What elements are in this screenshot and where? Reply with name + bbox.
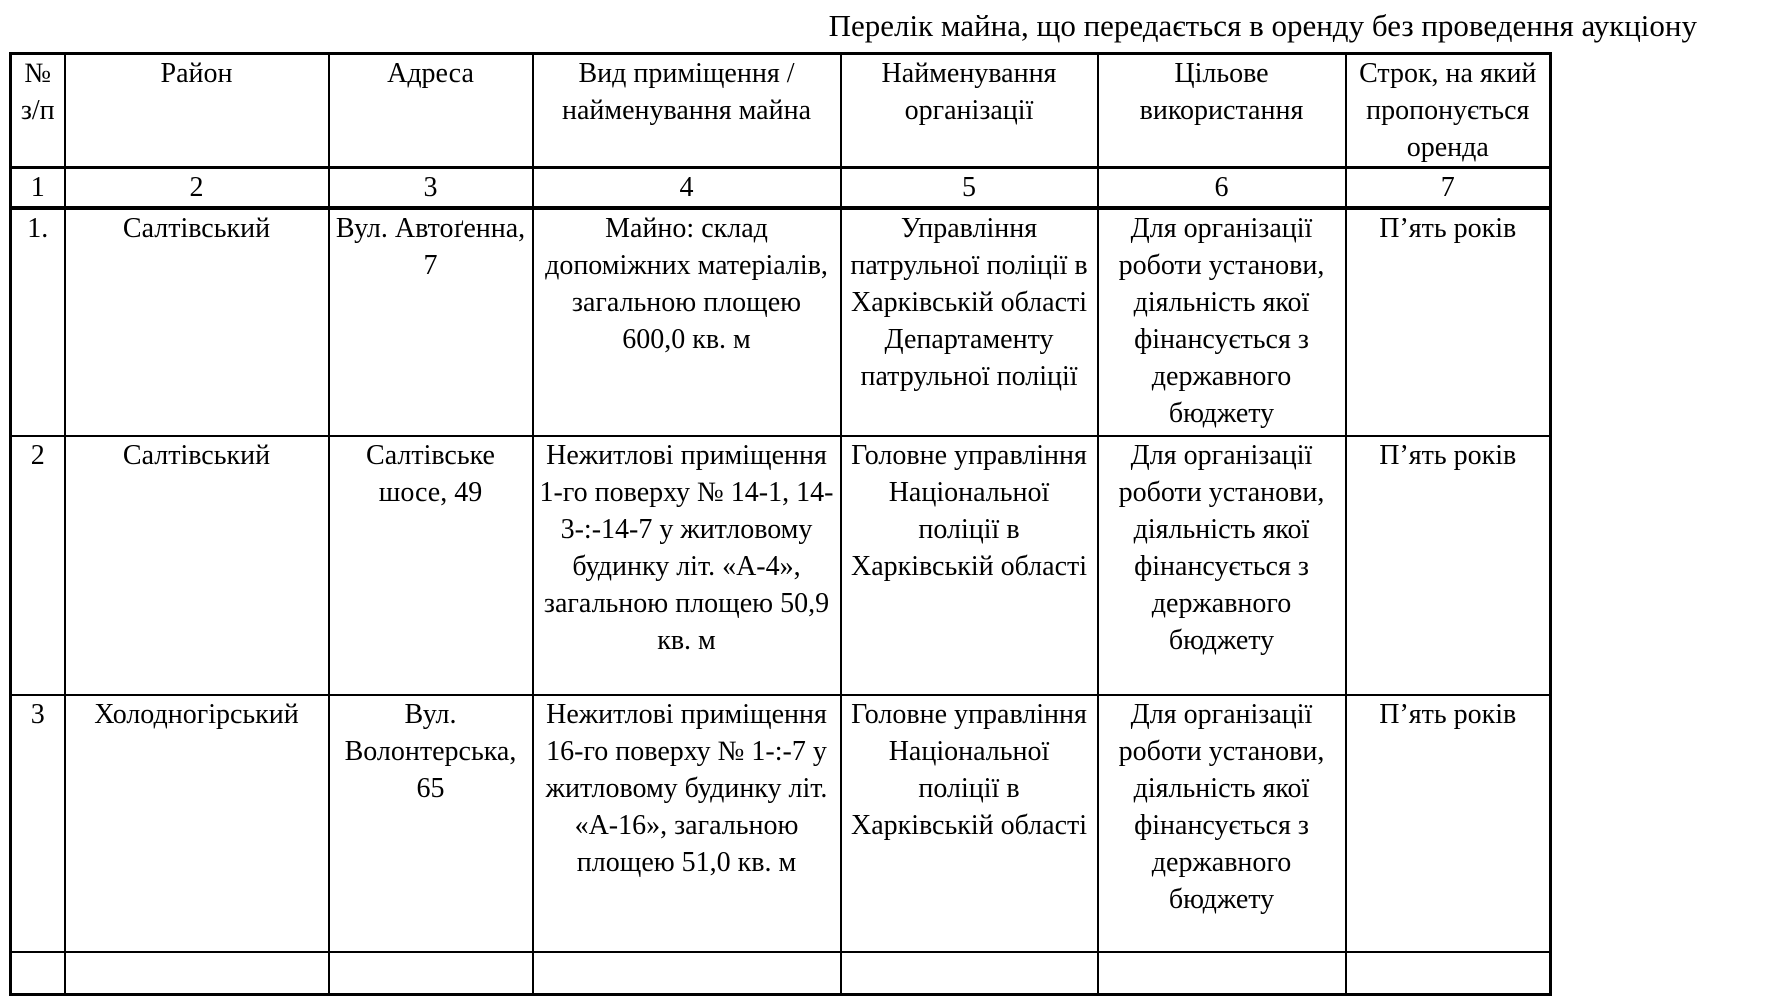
colnum-4: 4: [533, 168, 841, 209]
row3-lease-term: П’ять років: [1346, 695, 1551, 952]
row1-lease-term: П’ять років: [1346, 208, 1551, 436]
row4-premises-type: [533, 952, 841, 995]
header-premises-type: Вид приміщення / найменування майна: [533, 54, 841, 168]
row4-number: [11, 952, 65, 995]
row3-purpose: Для організації роботи установи, діяльність якої фінансується з державного бюджету: [1098, 695, 1346, 952]
row1-premises-type: Майно: склад допоміжних матеріалів, загальною площею 600,0 кв. м: [533, 208, 841, 436]
row4-district: [65, 952, 329, 995]
table-row: [11, 695, 1551, 952]
row1-district: Салтівський: [65, 208, 329, 436]
row3-organization: Головне управління Національної поліції в Харківській області: [841, 695, 1098, 952]
page-title: Перелік майна, що передається в оренду без проведення аукціону: [828, 8, 1697, 43]
lease-table: [9, 52, 1552, 996]
column-number-row: [11, 168, 1551, 209]
header-lease-term: Строк, на який пропонується оренда: [1346, 54, 1551, 168]
colnum-5: 5: [841, 168, 1098, 209]
colnum-3: 3: [329, 168, 533, 209]
colnum-6: 6: [1098, 168, 1346, 209]
colnum-2: 2: [65, 168, 329, 209]
row2-lease-term: П’ять років: [1346, 436, 1551, 695]
table-row: [11, 208, 1551, 436]
row2-district: Салтівський: [65, 436, 329, 695]
row3-premises-type: Нежитлові приміщення 16-го поверху № 1-:-7 у житловому будинку літ. «А-16», загальною площею 51,0 кв. м: [533, 695, 841, 952]
row4-purpose: [1098, 952, 1346, 995]
colnum-7: 7: [1346, 168, 1551, 209]
row1-number: 1.: [11, 208, 65, 436]
row2-purpose: Для організації роботи установи, діяльність якої фінансується з державного бюджету: [1098, 436, 1346, 695]
row3-district: Холодногірський: [65, 695, 329, 952]
row1-address: Вул. Автоґенна, 7: [329, 208, 533, 436]
row4-address: [329, 952, 533, 995]
row2-premises-type: Нежитлові приміщення 1-го поверху № 14-1, 14-3-:-14-7 у житловому будинку літ. «А-4», загальною площею 50,9 кв. м: [533, 436, 841, 695]
row1-organization: Управління патрульної поліції в Харківській області Департаменту патрульної поліції: [841, 208, 1098, 436]
table-header-row: [11, 54, 1551, 168]
row4-organization: [841, 952, 1098, 995]
row2-number: 2: [11, 436, 65, 695]
table-row-cut-off: [11, 952, 1551, 995]
row3-address: Вул. Волонтерська, 65: [329, 695, 533, 952]
table-row: [11, 436, 1551, 695]
row4-lease-term: [1346, 952, 1551, 995]
header-number: № з/п: [11, 54, 65, 168]
header-purpose: Цільове використання: [1098, 54, 1346, 168]
header-district: Район: [65, 54, 329, 168]
row2-address: Салтівське шосе, 49: [329, 436, 533, 695]
header-organization: Найменування організації: [841, 54, 1098, 168]
row3-number: 3: [11, 695, 65, 952]
row2-organization: Головне управління Національної поліції в Харківській області: [841, 436, 1098, 695]
header-address: Адреса: [329, 54, 533, 168]
colnum-1: 1: [11, 168, 65, 209]
row1-purpose: Для організації роботи установи, діяльність якої фінансується з державного бюджету: [1098, 208, 1346, 436]
